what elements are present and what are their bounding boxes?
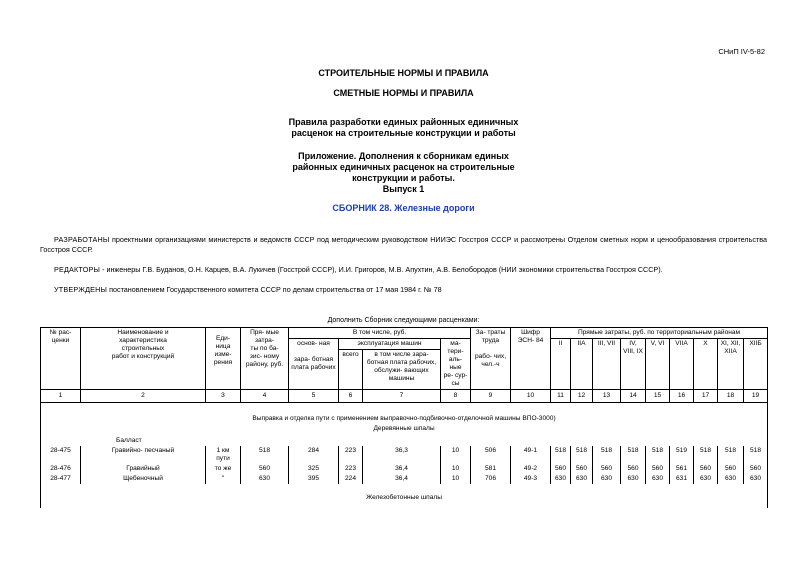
header-region-4: IV, VIII, IX bbox=[621, 339, 646, 390]
section-title: Выправка и отделка пути с применением выправочно-подбивочно-отделочной машины ВПО-3000) bbox=[41, 403, 768, 425]
rules-title: Правила разработки единых районных единичных расценок на строительные конструкции и работы bbox=[288, 117, 519, 138]
document-title: СТРОИТЕЛЬНЫЕ НОРМЫ И ПРАВИЛА bbox=[318, 68, 489, 78]
header-region-1: II bbox=[551, 339, 571, 390]
subsection2-row bbox=[41, 484, 768, 508]
table-row: 28-477 Щебеночный " 630 395 224 36,4 10 706 49-3 630 630 630 630 630 631 630 630 630 bbox=[41, 474, 768, 484]
header-region-2: IIА bbox=[571, 339, 593, 390]
para-editors: РЕДАКТОРЫ - инженеры Г.В. Буданов, О.Н. Карцев, В.А. Лукичев (Госстрой СССР), И.И. Григоров, М.В. Апухтин, А.В. Белобородов (НИИ экономики строительства Госстроя СССР). bbox=[54, 265, 663, 274]
header-cipher: Шифр ЭСН- 84 bbox=[511, 328, 551, 390]
section-row bbox=[41, 403, 768, 425]
header-base-pay: основ- ная зара- ботная плата рабочих bbox=[289, 339, 339, 390]
header-unit: Еди- ница изме- рения bbox=[206, 328, 241, 390]
document-code: СНиП IV-5-82 bbox=[718, 47, 765, 56]
header-region-3: III, VII bbox=[593, 339, 621, 390]
header-num: № рас- ценки bbox=[41, 328, 81, 390]
header-region-7: X bbox=[694, 339, 718, 390]
header-materials: ма- тери- аль- ные ре- сур- сы bbox=[441, 339, 471, 390]
column-numbers-row: 1 2 3 4 5 6 7 8 9 10 11 12 13 14 15 16 17 18 19 bbox=[41, 390, 768, 403]
group-label: Балласт bbox=[41, 434, 768, 446]
table-caption: Дополнить Сборник следующими расценками: bbox=[327, 317, 480, 324]
header-labor: За- траты труда рабо- чих, чел.-ч bbox=[471, 328, 511, 390]
group-row bbox=[41, 434, 768, 446]
header-mach-total: всего bbox=[339, 350, 363, 390]
header-region-6: VIIА bbox=[670, 339, 694, 390]
subsection2-title: Железобетонные шпалы bbox=[41, 484, 768, 508]
header-regions: Прямые затраты, руб. по территориальным районам bbox=[551, 328, 768, 339]
header-region-9: XIIБ bbox=[744, 339, 768, 390]
subsection-row bbox=[41, 424, 768, 434]
rates-table bbox=[40, 327, 768, 508]
header-row-1 bbox=[41, 328, 768, 339]
subsection-title: Деревянные шпалы bbox=[41, 424, 768, 434]
para-developed: РАЗРАБОТАНЫ проектными организациями министерств и ведомств СССР под методическим руководством НИИЭС Госстроя СССР и рассмотрены Отделом сметных норм и ценообразования строительства Госстроя СССР. bbox=[40, 235, 767, 254]
para-approved: УТВЕРЖДЕНЫ постановлением Государственного комитета СССР по делам строительства от 17 мая 1984 г. № 78 bbox=[54, 285, 442, 294]
header-mach-wage: в том числе зара- ботная плата рабочих, обслужи- вающих машины bbox=[363, 350, 441, 390]
header-incl: В том числе, руб. bbox=[289, 328, 471, 339]
header-region-5: V, VI bbox=[646, 339, 670, 390]
table-row: 28-476 Гравийный то же 560 325 223 36,4 10 581 49-2 560 560 560 560 560 561 560 560 560 bbox=[41, 464, 768, 474]
header-machines: эксплуатация машин bbox=[339, 339, 441, 350]
header-region-8: XI, XII, XIIА bbox=[718, 339, 744, 390]
appendix-title: Приложение. Дополнения к сборникам единых районных единичных расценок на строительные конструкции и работы. Выпуск 1 bbox=[292, 151, 515, 194]
collection-title: СБОРНИК 28. Железные дороги bbox=[332, 203, 475, 213]
document-subtitle: СМЕТНЫЕ НОРМЫ И ПРАВИЛА bbox=[333, 88, 474, 98]
header-direct: Пря- мые затра- ты по ба- зис- ному району, руб. bbox=[241, 328, 289, 390]
header-name: Наименование и характеристика строительных работ и конструкций bbox=[81, 328, 206, 390]
table-row: 28-475 Гравийно- песчаный 1 км пути 518 284 223 36,3 10 506 49-1 518 518 518 518 518 519 518 518 518 bbox=[41, 446, 768, 464]
